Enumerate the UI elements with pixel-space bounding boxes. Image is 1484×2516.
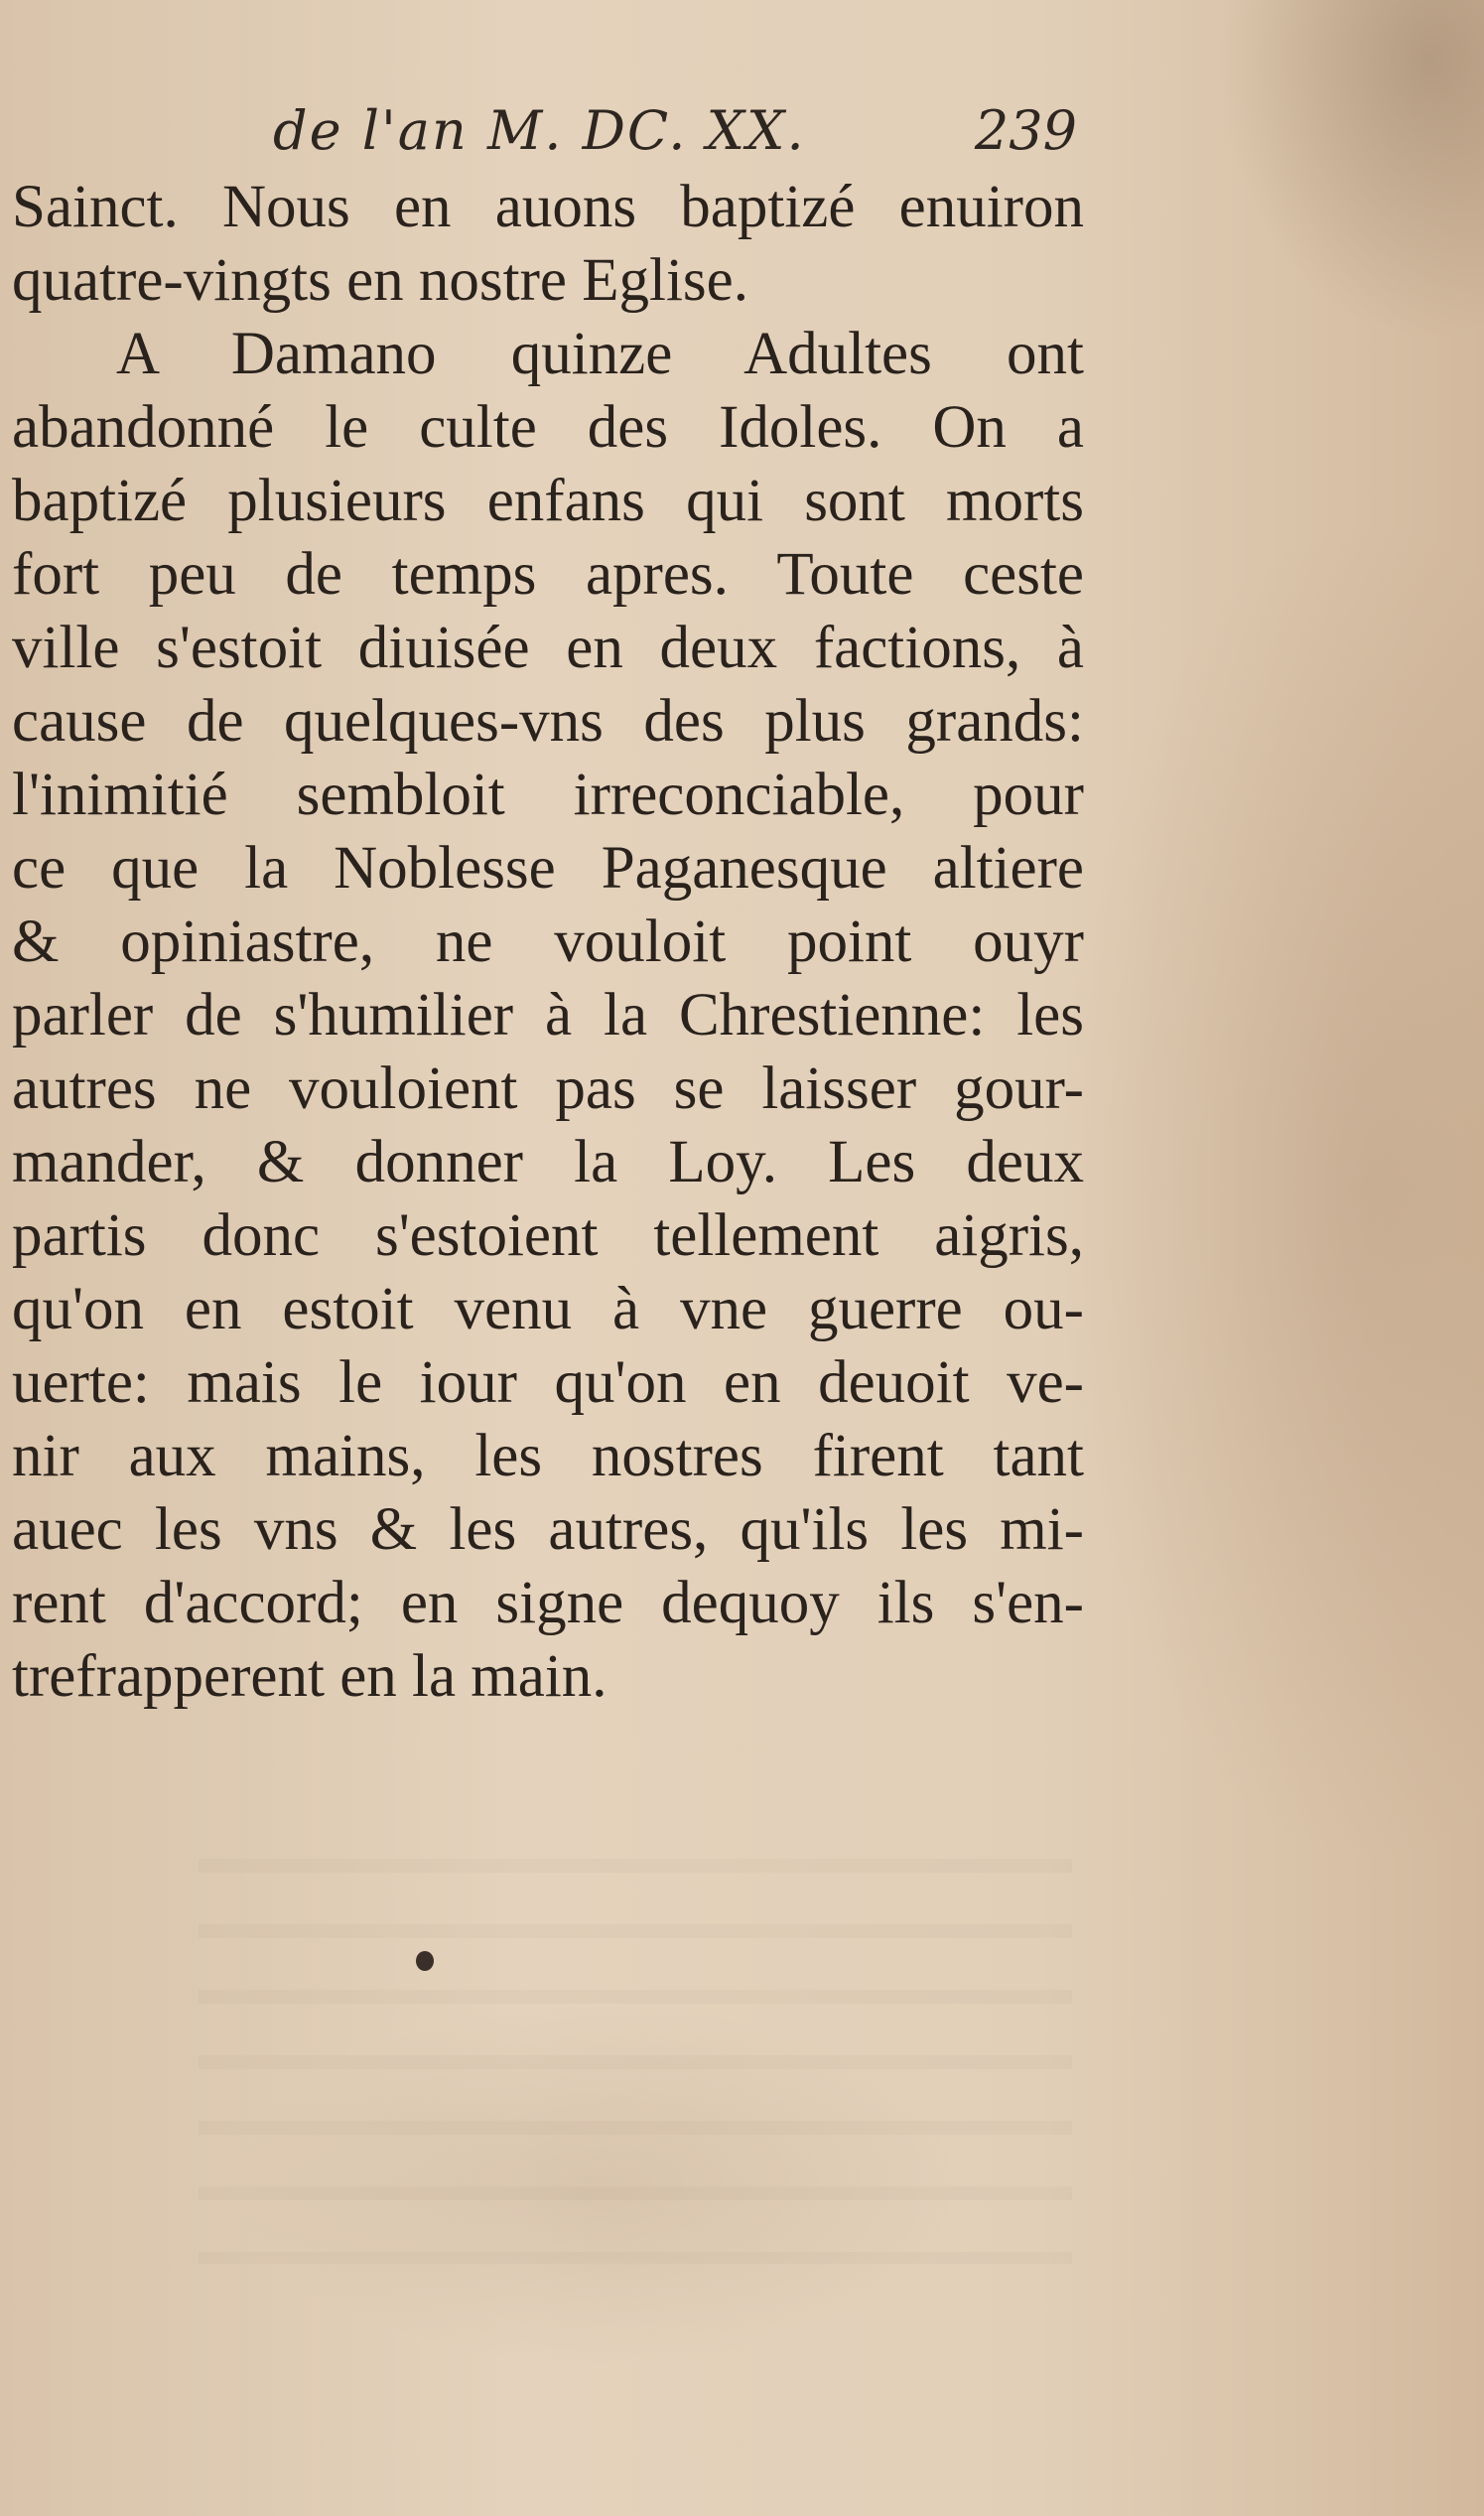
text-line: trefrapperent en la main. bbox=[12, 1643, 607, 1710]
text-line: & opiniastre, ne vouloit point ouyr bbox=[12, 909, 1084, 975]
running-head bbox=[273, 99, 1077, 169]
text-line: cause de quelques-vns des plus grands: bbox=[12, 688, 1084, 755]
text-line: baptizé plusieurs enfans qui sont morts bbox=[12, 468, 1084, 534]
text-line: l'inimitié sembloit irreconciable, pour bbox=[12, 762, 1084, 828]
text-line: uerte: mais le iour qu'on en deuoit ve- bbox=[12, 1349, 1084, 1416]
text-line: ce que la Noblesse Paganesque altiere bbox=[12, 835, 1084, 902]
text-line: abandonné le culte des Idoles. On a bbox=[12, 394, 1084, 461]
body-text bbox=[12, 171, 1084, 1714]
text-line: A Damano quinze Adultes ont bbox=[116, 321, 1084, 387]
text-line: Sainct. Nous en auons baptizé enuiron bbox=[12, 174, 1084, 240]
text-line: nir aux mains, les nostres firent tant bbox=[12, 1423, 1084, 1489]
text-line: auec les vns & les autres, qu'ils les mi- bbox=[12, 1496, 1084, 1563]
text-line: qu'on en estoit venu à vne guerre ou- bbox=[12, 1276, 1084, 1342]
running-title: de l'an M. DC. XX. bbox=[273, 99, 806, 162]
text-line: partis donc s'estoient tellement aigris, bbox=[12, 1202, 1084, 1269]
page-number: 239 bbox=[974, 99, 1077, 162]
text-line: fort peu de temps apres. Toute ceste bbox=[12, 541, 1084, 608]
text-line: quatre-vingts en nostre Eglise. bbox=[12, 247, 748, 314]
text-line: parler de s'humilier à la Chrestienne: les bbox=[12, 982, 1084, 1048]
text-line: ville s'estoit diuisée en deux factions, à bbox=[12, 615, 1084, 681]
bleed-through-shadow bbox=[199, 1807, 1072, 2264]
text-line: mander, & donner la Loy. Les deux bbox=[12, 1129, 1084, 1195]
ink-dot bbox=[416, 1951, 434, 1971]
text-line: rent d'accord; en signe dequoy ils s'en- bbox=[12, 1570, 1084, 1636]
text-line: autres ne vouloient pas se laisser gour- bbox=[12, 1055, 1084, 1122]
